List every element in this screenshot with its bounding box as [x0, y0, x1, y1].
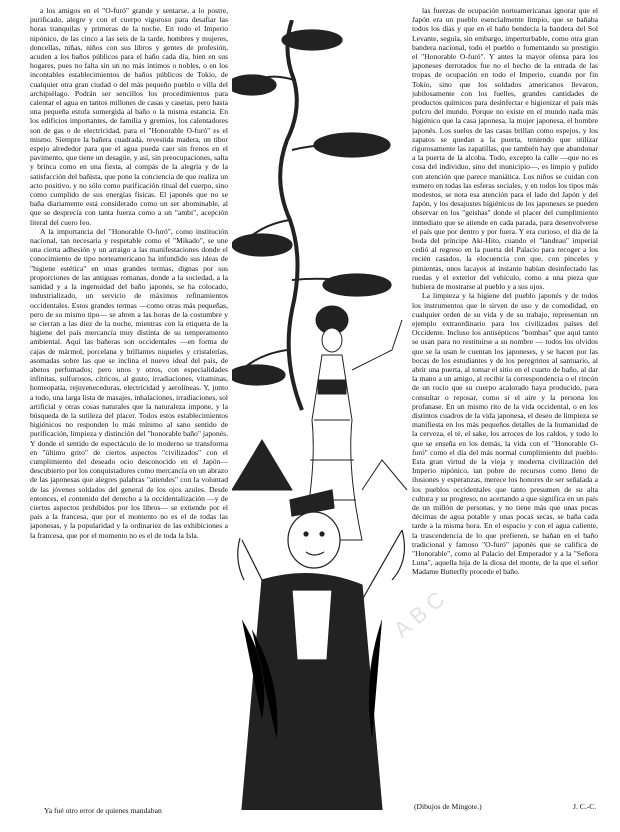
- paragraph: A la importancia del "Honorable O-furó", como institución nacional, tan necesaria y respetable como el "Mikado", se une una cierta adhesión y un arraigo a las manifestaciones donde el conocimiento de tipo norteamericano ha infundido sus ideas de "higiene estética" en unas grandes termas, dignas por sus proporciones de las antiguas romanas, donde a la sociedad, a la sanidad y a la ingenuidad del baño japonés, se ha colocado, industrializado, un servicio de máximos refinamientos occidentales. Estos grandes termas —como otras más pequeñas, pero de su mismo tipo— se abren a las horas de la costumbre y se cierran a las diez de la noche, mientras con la etiqueta de la higiene del país mercancía muy distinta de su temperamento ambiental. Aquí las bañeras son occidentales —en forma de cajas de mármol, porcelana y brillantes niqueles y cristalerías, asomadas sobre las que se inclina el nuevo ideal del país, de abetos perfumados; pero unos y otros, con especialidades infinitas, sulfurosos, cítricos, al gusto, irradiaciones, vitaminas, homeopatía, rejuvenecedoras, electricidad y aerolíneas. Y, junto a todo, una larga lista de masajes, inhalaciones, irradiaciones, sol artificial y otras cosas naturales que la naturaleza impone, y la búsqueda de la sutileza del placer. Todos estos establecimientos higiénicos no responden lo más mínimo al sano sentido de purificación, limpieza y distinción del "honorable baño" japonés. Y donde el sentido de espectáculo de lo moderno se transforma en "último grito" de ciertos aspectos "civilizados" con el cumplimiento del deseado ocio desconocido en el Japón— descubierto por los conquistadores como mercancía en un abrazo de las japonesas que alegres palabras "atiendes" con la voluntad de las jóvenes soldados del general de los ojos azules. Desde entonces, el contenido del derecho a la occidentalización —y de ciertos aspectos prohibidos por los libros— se extiende por el país a la francesa, que por el momento no es el de todas las japonesas, y la popularidad y la ordinariez de las exhibiciones a la francesa, que por el momento no es el de toda la Isla.: [30, 226, 228, 540]
- article-column-right: [412, 6, 598, 766]
- author-signature: J. C.-C.: [573, 802, 597, 811]
- paragraph: La limpieza y la higiene del pueblo japonés y de todos los instrumentos que le sirven de uso y de comodidad, en cualquier orden de su vida y de su trabajo, representan un ejemplo extraordinario para los civilizados países del Occidente. Incluso los antisépticos "bombas" que aquí tanto se usan para no restituirse a su nombre — todos los olvidos que se la usan le cuentan los japoneses, y se hacen por las bocas de los estudiantes y de los peregrinos al santuario, al abrir una puerta, al tomar el sitio en el cuarto de baño, al dar la mano a un amigo, al recibir la correspondencia o el rincón de un rocío que su cuerpo acalorado haya producido, para consultar o reposar, como si el aire y la persona los profanase. En un mismo rito de la vida occidental, o en los distintos cuadros de la vida japonesa, el deseo de limpieza se manifiesta en los más pequeños detalles de la humanidad de la cerveza, el té, el sake, los arroces de los caldos, y todo lo que se enseña en los demás, la vida con el "Honorable O-furó" como el día del más normal cumplimiento del pueblo. Esta gran virtud de la vieja y moderna civilización del Imperio nipónico, tan pobre de recursos como lleno de ilusiones y esperanzas, merece los honores de ser señalada a los pueblos occidentales que tanto presumen de su alta cultura y su progreso, no acertando a que significa en un país de un millón de personas, y no tiene más que unas pocas décimas de agua potable y unas pocas secas, se baña cada tarde a la misma hora. En el espacio y con el agua caliente, la trascendencia de lo que prefieren, se bañan en el baño tradicional y famoso "O-furó" japonés que se califica de "Honorable", como al Palacio del Emperador y a la "Señora Luna", aquella hija de la diosa del monte, de la que el señor Madame Butterfly procede el baño.: [412, 291, 598, 577]
- illustration-caption: (Dibujos de Mingote.): [414, 802, 482, 811]
- pine-tree-drawing: [232, 20, 391, 410]
- paragraph: a los amigos en el "O-furó" grande y sentarse, a lo postre, purificado, alegre y con el cuerpo vigoroso para desafiar las horas tranquilas y primeras de la noche. En todo el Imperio nipónico, de las cinco a las seis de la tarde, hombres y mujeres, doncellas, niñas, niños con sus libros y gentes de profesión, acuden a los baños públicos para el baño cada día, bien en sus hogares, pues no falta sin un no más íntimos o nobles, o en los incontables establecimientos de baños públicos de Tokio, de cualquier otra gran ciudad o del más pequeño pueblo o villa del archipiélago. Podrán ser sencillos los procedimientos para calentar el agua en tantos millones de casas y casetas, pero hasta una pequeña estufa sumergida al baño o la misma estancia. En los edificios importantes, de familia y gremios, los calentadores son de gas o de electricidad, para el "Honorable O-furó" es el mismo. Siempre la bañera cuadrada, revestida madera, un tibor espejo alrededor para que el agua pueda caer sin frenos en el pavimento, que tiene un desagüe, y así, sin preocupaciones, salta y brinca como en una fiesta, al compás de la alegría y de la satisfacción del bañista, que pone la conciencia de que realiza un acto positivo, y no sólo como purificación ritual del cuerpo, sino como cumplido de sus energías físicas. El japonés que no se baña diariamente está considerado como un ser abominable, al que se desprecia con tanta fuerza como a un "ambi", acepción literal del cuero feo.: [30, 6, 228, 227]
- illustration-drawing: [232, 20, 410, 810]
- column-continuation-line: Ya fué otro error de quienes mandaban: [44, 806, 162, 815]
- paragraph: las fuerzas de ocupación norteamericanas ignorar que el Japón era un pueblo esencialmente limpio, que se bañaba todos los días y que en el baño bendecía la bandera del Sol Levante, seguía, sin embargo, imperturbable, como otra gran bandera nacional, todo el pueblo o fomentando su prestigio el "Honorable O-furó". Y antes la mayor ofensa para los japoneses derrotados fue no el hecho de la entrada de las tropas de ocupación en todo el Imperio, cuando por fin Tokio, sino que los soldados americanos llevaron, jubilosamente con los fuelles, grandes cantidades de productos químicos para desinfectar e higienizar el país más pulcro del mundo. Porque no existe en el mundo nada más higiénico que la casa japonesa, la mujer japonesa, el hombre japonés. Los suelos de las casas brillan como espejos, y los zapatos se quedan a la puerta, teniendo que utilizar rigurosamente las zapatillas, que también hay que abandonar a la puerta de la alcoba. Todo, excepto la calle —que no es cosa del individuo, sino del municipio—, es limpio y pulido con atención que parece maniática. Los niños se cuidan con esmero en todas las esferas sociales, y en todos los tipos más modestos, se nota esa atención para el lado del Japón y del Japón, y los desajustes higiénicos de los japoneses se pueden observar en los "geishas" donde el placer del cumplimiento inmediato que se atiende en cada parada, para desenvolverse el país que por dentro y por fuera. Y era curioso, el día de la boda del príncipe Aki-Hito, cuando el "landeau" imperial cedió al regreso en la puerta del Palacio para recoger a los recién casados, la elocuencia con que, con pinceles y pimientas, unos lacayos al instante habían desinfectado las ruedas y el exterior del vehículo, como a una pieza que hubiera de mostrarse al pueblo y a sus ojos.: [412, 6, 598, 292]
- watermark: ABC: [389, 582, 454, 643]
- article-column-left: [30, 6, 228, 806]
